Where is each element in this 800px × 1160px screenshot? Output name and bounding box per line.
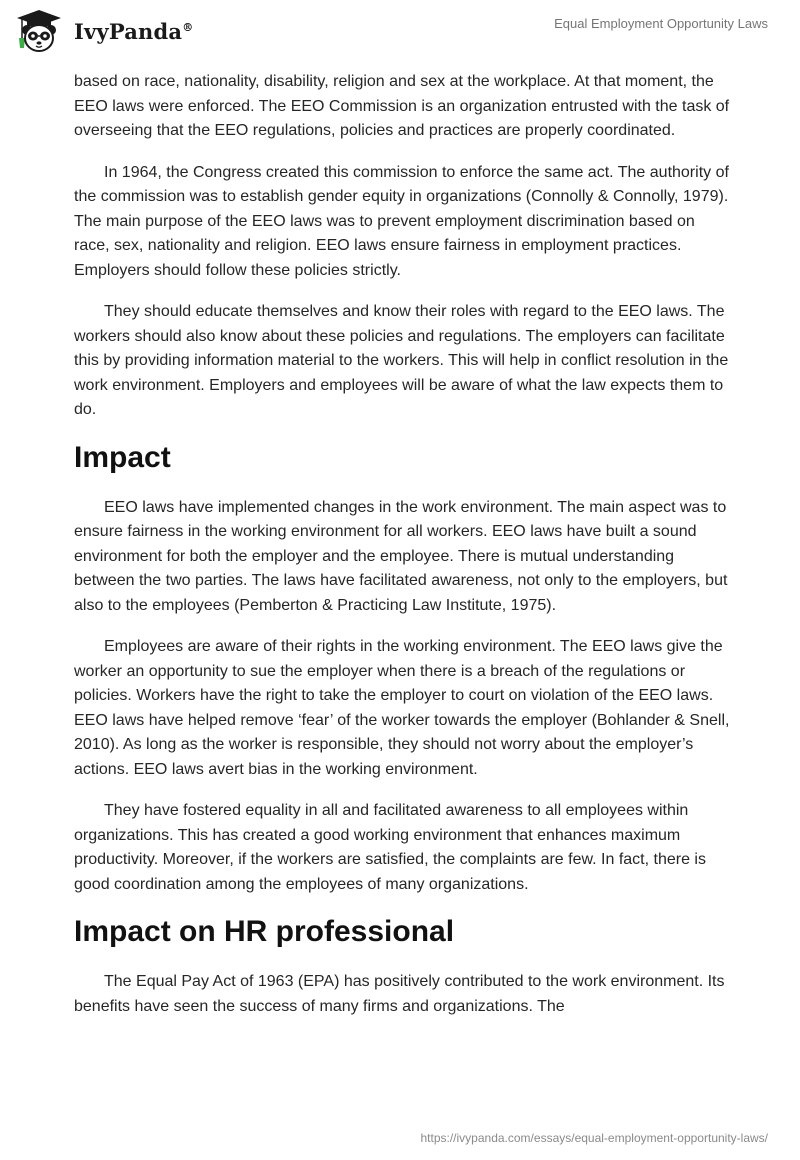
paragraph: based on race, nationality, disability, religion and sex at the workplace. At that moment, the EEO laws were enforced. The EEO Commission is an organization entrusted with the task of overseeing that the EEO regulations, policies and practices are properly coordinated. [74,73,730,139]
section-heading-impact: Impact [74,440,171,474]
paragraph: Employees are aware of their rights in the working environment. The EEO laws give the worker an opportunity to sue the employer when there is a breach of the regulations or policies. Workers have the right to take the employer to court on violation of the EEO laws. EEO laws have helped remove ‘fear’ of the worker towards the employer (Bohlander & Snell, 2010). As long as the worker is responsible, they should not worry about the employer’s actions. EEO laws avert bias in the working environment. [74,638,730,778]
panda-graduate-icon [14,8,64,54]
document-title: Equal Employment Opportunity Laws [554,16,768,31]
paragraph: They have fostered equality in all and facilitated awareness to all employees within organizations. This has created a good working environment that enhances maximum productivity. Moreover, if the workers are satisfied, the complaints are few. In fact, there is good coordination among the employees of many organizations. [74,802,706,893]
source-url-link[interactable]: https://ivypanda.com/essays/equal-employment-opportunity-laws/ [420,1131,768,1145]
section-heading-hr: Impact on HR professional [74,915,455,948]
paragraph: They should educate themselves and know their roles with regard to the EEO laws. The workers should also know about these policies and regulations. The employers can facilitate this by providing information material to the workers. This will help in conflict resolution in the work environment. Employers and employees will be aware of what the law expects them to do. [74,303,729,418]
paragraph: In 1964, the Congress created this commission to enforce the same act. The authority of the commission was to establish gender equity in organizations (Connolly & Connolly, 1979). The main purpose of the EEO laws was to prevent employment discrimination based on race, sex, nationality and religion. EEO laws ensure fairness in employment practices. Employers should follow these policies strictly. [74,163,729,279]
paragraph: The Equal Pay Act of 1963 (EPA) has positively contributed to the work environment. Its benefits have seen the success of many firms and organizations. The [74,973,725,1015]
page-header [0,0,800,70]
paragraph: EEO laws have implemented changes in the work environment. The main aspect was to ensure fairness in the working environment for all workers. EEO laws have built a sound environment for both the employer and the employee. There is mutual understanding between the two parties. The laws have facilitated awareness, not only to the employers, but also to the employees (Pemberton & Practicing Law Institute, 1975). [74,498,728,614]
essay-content [74,70,734,1036]
brand-logo[interactable] [14,8,193,54]
brand-name: IvyPanda® [74,18,194,44]
